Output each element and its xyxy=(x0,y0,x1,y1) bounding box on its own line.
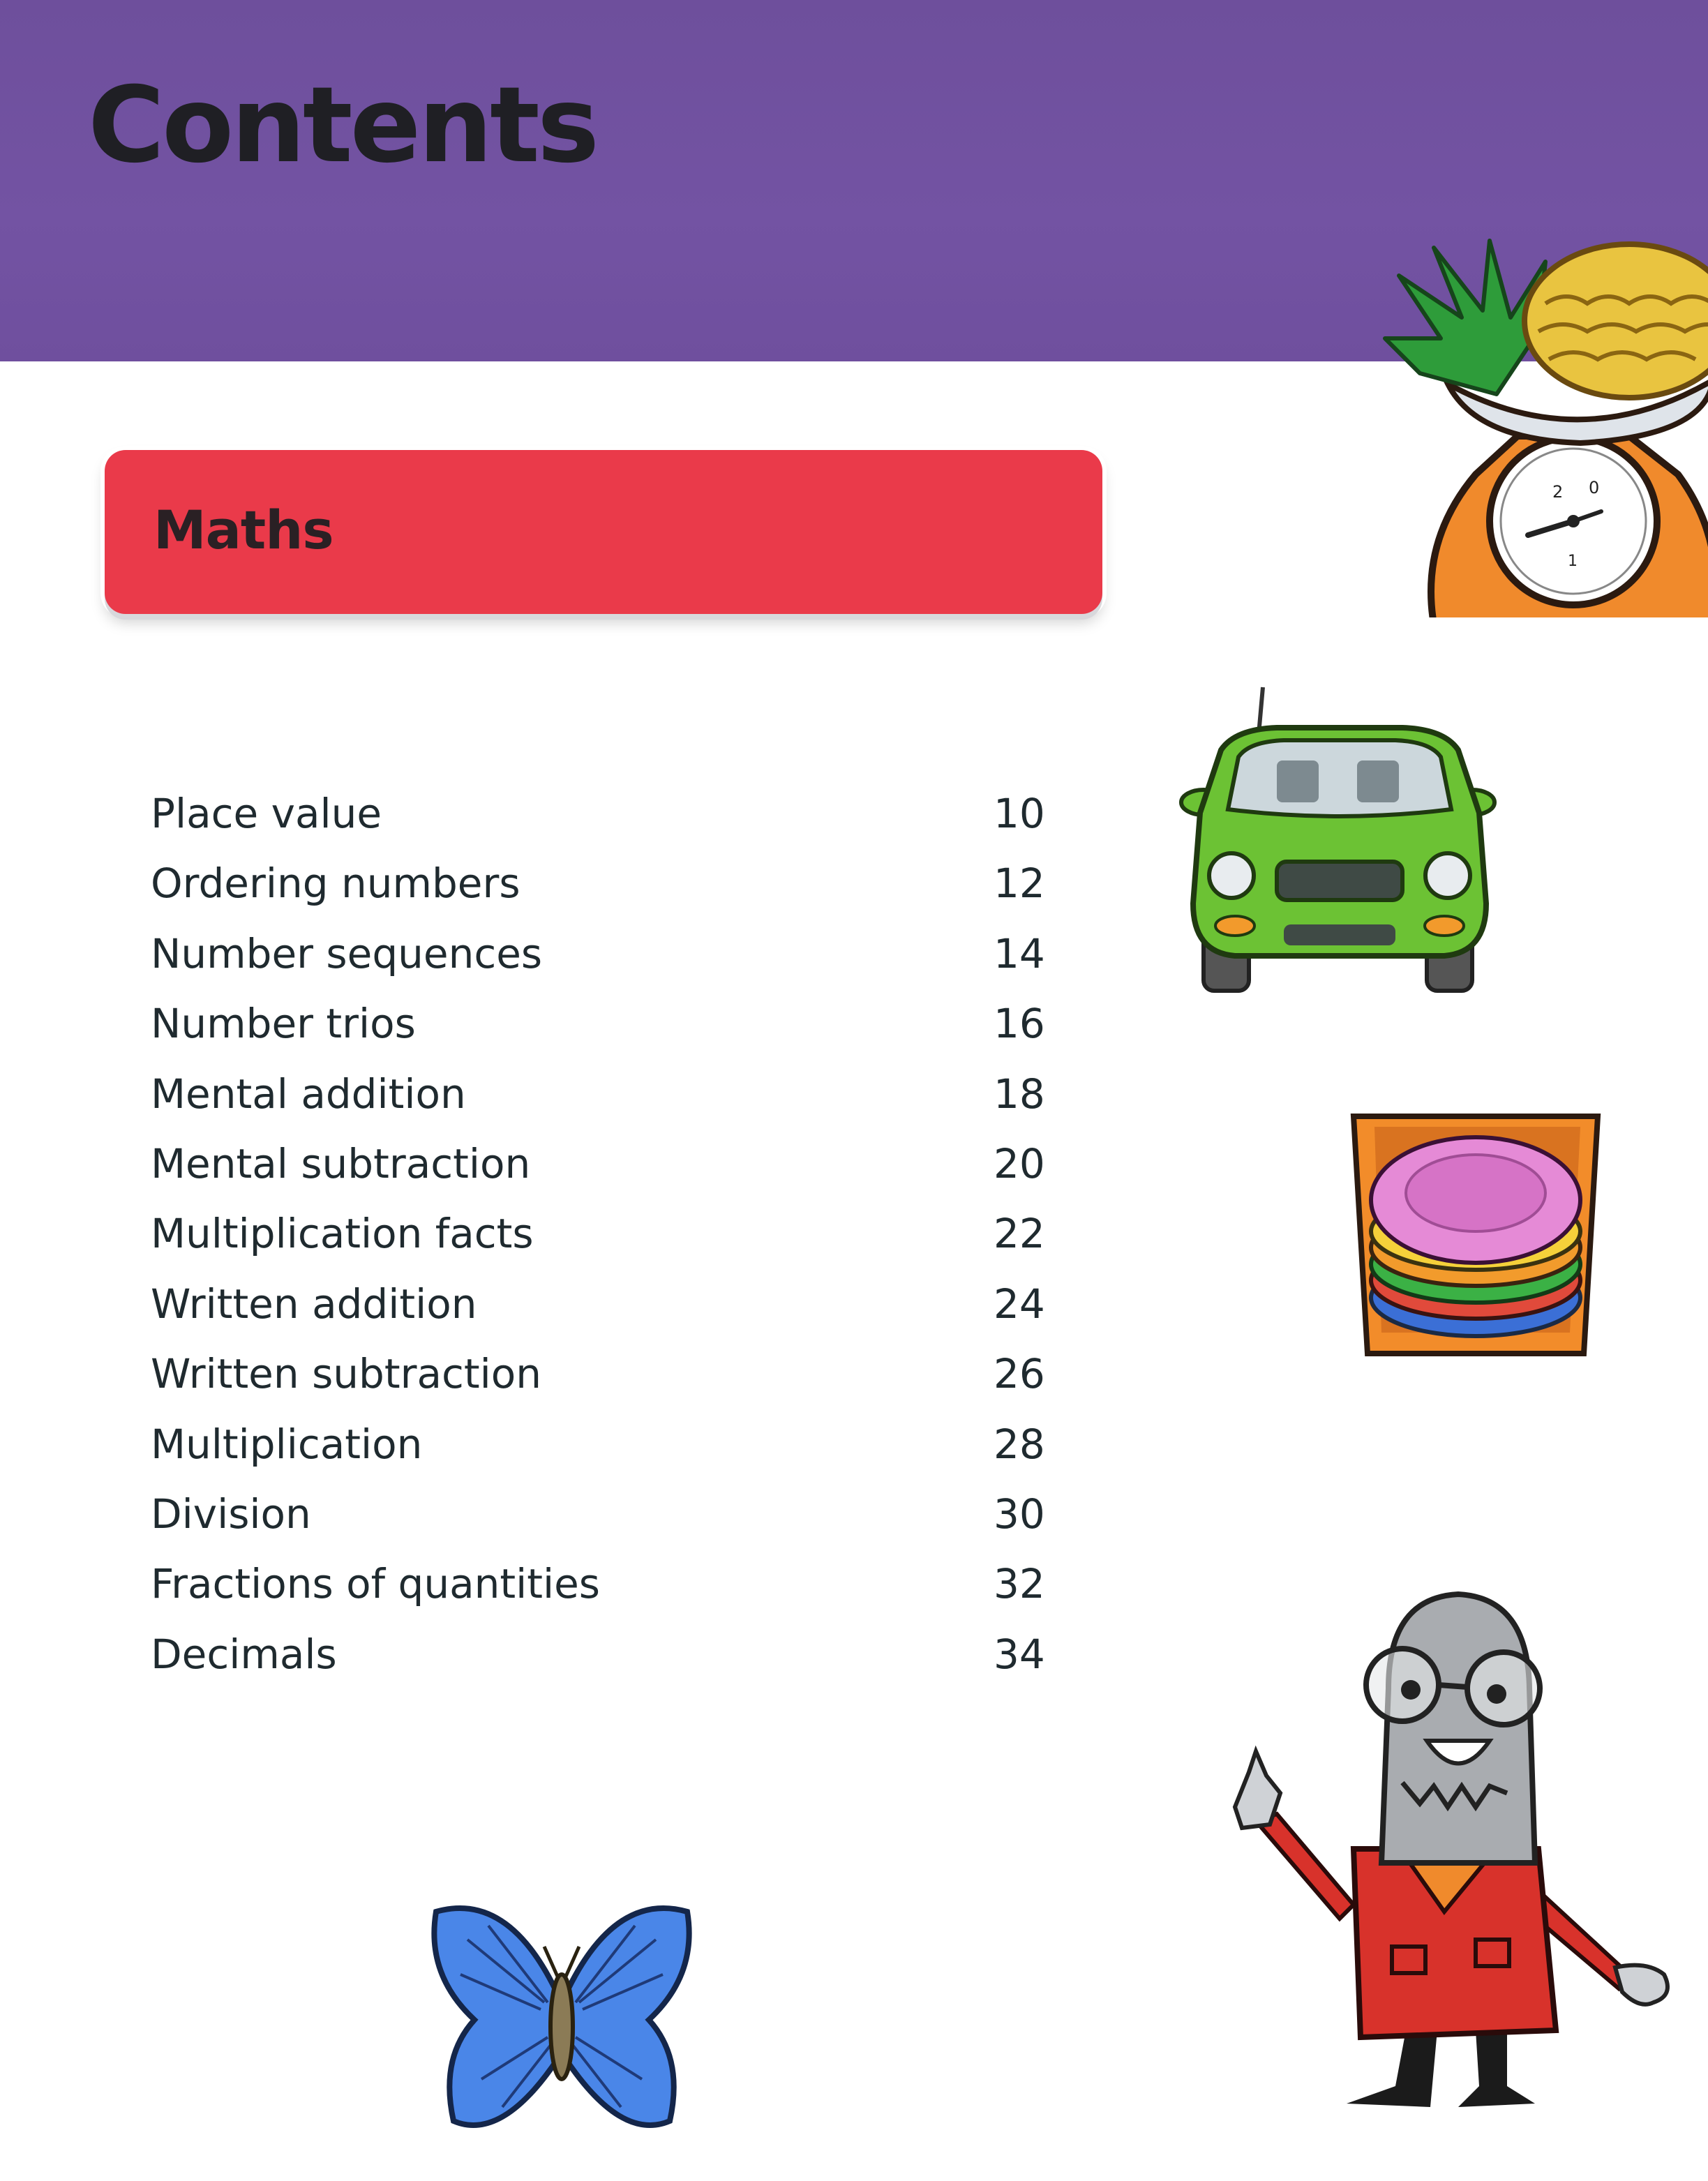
entry-page-number: 14 xyxy=(994,929,1045,977)
contents-list xyxy=(151,780,1072,1691)
contents-entry[interactable] xyxy=(151,1550,1072,1620)
entry-page-number: 16 xyxy=(994,1000,1045,1048)
entry-page-number: 34 xyxy=(994,1630,1045,1678)
contents-entry[interactable] xyxy=(151,1411,1072,1481)
stacked-plates-illustration xyxy=(1347,1109,1605,1361)
entry-page-number: 24 xyxy=(994,1280,1045,1328)
entry-page-number: 26 xyxy=(994,1350,1045,1398)
entry-page-number: 18 xyxy=(994,1070,1045,1118)
entry-page-number: 30 xyxy=(994,1490,1045,1538)
entry-title: Multiplication facts xyxy=(151,1210,534,1258)
contents-entry[interactable] xyxy=(151,1481,1072,1550)
entry-page-number: 12 xyxy=(994,860,1045,908)
entry-title: Number trios xyxy=(151,1000,416,1048)
entry-title: Fractions of quantities xyxy=(151,1560,601,1608)
contents-entry[interactable] xyxy=(151,1271,1072,1340)
section-banner xyxy=(105,450,1102,614)
entry-title: Decimals xyxy=(151,1630,337,1678)
contents-entry[interactable] xyxy=(151,780,1072,850)
contents-entry[interactable] xyxy=(151,990,1072,1060)
contents-entry[interactable] xyxy=(151,920,1072,990)
dial-mark: 2 xyxy=(1552,482,1564,502)
dial-mark: 1 xyxy=(1568,553,1578,570)
entry-title: Place value xyxy=(151,790,382,837)
pineapple-on-scale-illustration xyxy=(1378,234,1708,617)
contents-entry[interactable] xyxy=(151,1340,1072,1410)
contents-entry[interactable] xyxy=(151,1200,1072,1270)
blue-butterfly-illustration xyxy=(426,1898,698,2156)
entry-page-number: 20 xyxy=(994,1139,1045,1187)
page-title: Contents xyxy=(88,65,597,186)
entry-page-number: 10 xyxy=(994,790,1045,837)
contents-entry[interactable] xyxy=(151,1060,1072,1130)
dial-mark: 0 xyxy=(1589,478,1600,497)
entry-page-number: 28 xyxy=(994,1420,1045,1468)
entry-page-number: 32 xyxy=(994,1560,1045,1608)
entry-title: Ordering numbers xyxy=(151,860,520,908)
green-car-illustration xyxy=(1179,673,1500,994)
contents-entry[interactable] xyxy=(151,1130,1072,1200)
entry-title: Written subtraction xyxy=(151,1350,541,1398)
entry-title: Multiplication xyxy=(151,1420,423,1468)
section-title: Maths xyxy=(153,499,334,561)
professor-character-illustration xyxy=(1228,1584,1688,2121)
contents-entry[interactable] xyxy=(151,1621,1072,1691)
entry-title: Number sequences xyxy=(151,929,543,977)
entry-title: Mental addition xyxy=(151,1070,466,1118)
entry-page-number: 22 xyxy=(994,1210,1045,1258)
entry-title: Division xyxy=(151,1490,311,1538)
contents-entry[interactable] xyxy=(151,850,1072,920)
entry-title: Mental subtraction xyxy=(151,1139,531,1187)
entry-title: Written addition xyxy=(151,1280,477,1328)
